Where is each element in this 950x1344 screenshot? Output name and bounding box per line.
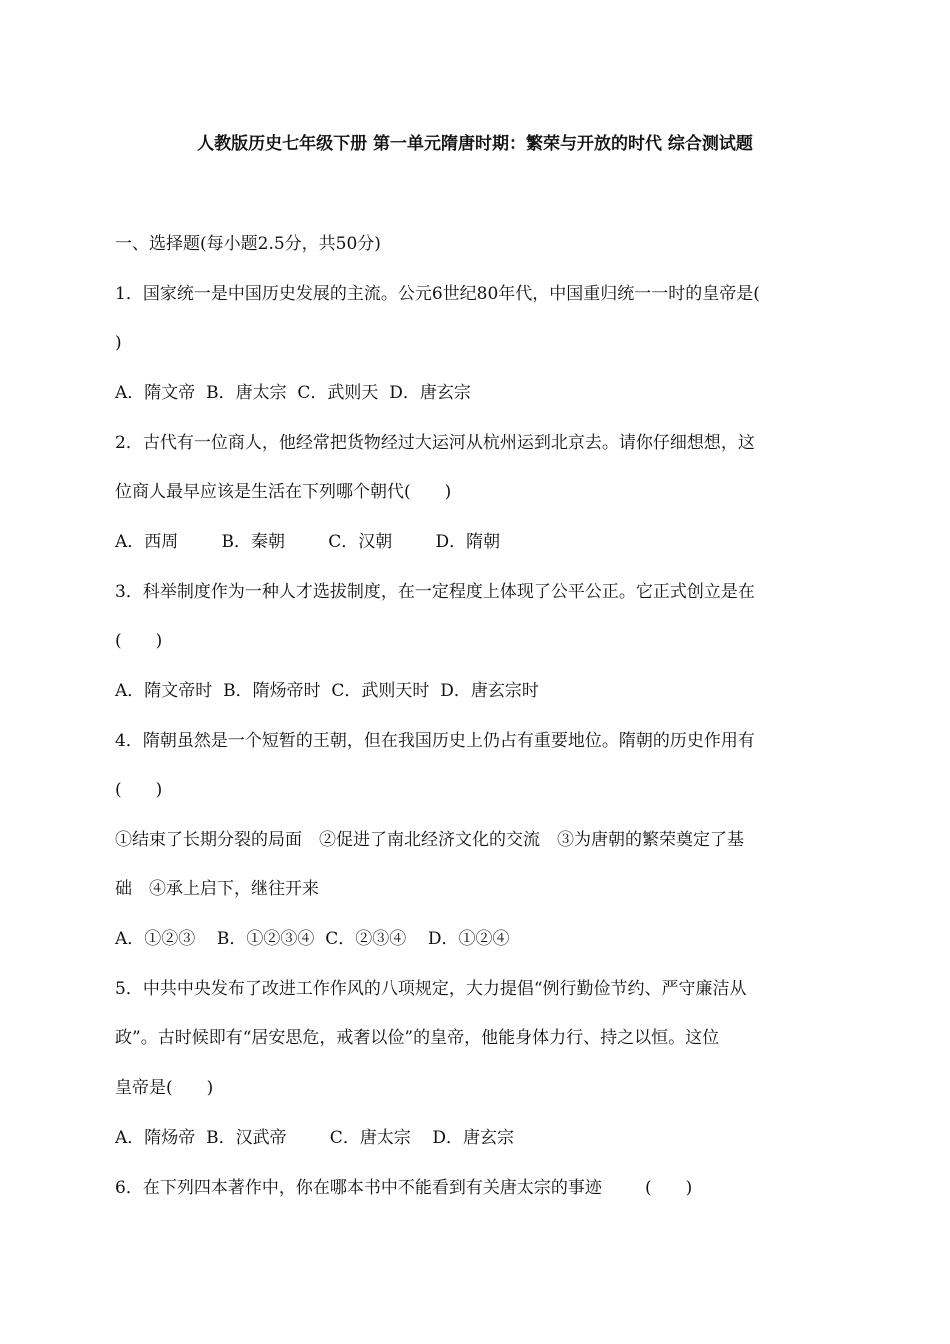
question-6-stem-line-1: 6．在下列四本著作中，你在哪本书中不能看到有关唐太宗的事迹 ( )	[115, 1178, 693, 1198]
question-4-items-line-1: ①结束了长期分裂的局面 ②促进了南北经济文化的交流 ③为唐朝的繁荣奠定了基	[115, 830, 744, 850]
question-2-options: A．西周 B．秦朝 C．汉朝 D．隋朝	[115, 532, 501, 552]
question-5-stem-line-1: 5．中共中央发布了改进工作作风的八项规定，大力提倡“例行勤俭节约、严守廉洁从	[115, 979, 747, 999]
question-1-options: A．隋文帝 B．唐太宗 C．武则天 D．唐玄宗	[115, 383, 471, 403]
question-1-stem-line-1: 1．国家统一是中国历史发展的主流。公元6世纪80年代，中国重归统一一时的皇帝是(	[115, 284, 760, 304]
question-5-stem-line-2: 政”。古时候即有“居安思危，戒奢以俭”的皇帝，他能身体力行、持之以恒。这位	[115, 1028, 720, 1048]
document-title: 人教版历史七年级下册 第一单元隋唐时期：繁荣与开放的时代 综合测试题	[197, 134, 753, 154]
question-2-stem-line-1: 2．古代有一位商人，他经常把货物经过大运河从杭州运到北京去。请你仔细想想，这	[115, 433, 755, 453]
question-4-stem-line-2: ( )	[115, 780, 163, 800]
question-4-items-line-2: 础 ④承上启下，继往开来	[115, 879, 319, 899]
question-4-options: A．①②③ B．①②③④ C．②③④ D．①②④	[115, 929, 510, 949]
question-1-stem-line-2: )	[115, 333, 122, 353]
question-3-options: A．隋文帝时 B．隋炀帝时 C．武则天时 D．唐玄宗时	[115, 681, 539, 701]
question-2-stem-line-2: 位商人最早应该是生活在下列哪个朝代( )	[115, 482, 452, 502]
question-5-options: A．隋炀帝 B．汉武帝 C．唐太宗 D．唐玄宗	[115, 1128, 515, 1148]
question-5-stem-line-3: 皇帝是( )	[115, 1078, 214, 1098]
question-4-stem-line-1: 4．隋朝虽然是一个短暂的王朝，但在我国历史上仍占有重要地位。隋朝的历史作用有	[115, 731, 755, 751]
section-heading: 一、选择题(每小题2.5分，共50分)	[115, 234, 381, 254]
question-3-stem-line-2: ( )	[115, 631, 163, 651]
question-3-stem-line-1: 3．科举制度作为一种人才选拔制度，在一定程度上体现了公平公正。它正式创立是在	[115, 582, 755, 602]
